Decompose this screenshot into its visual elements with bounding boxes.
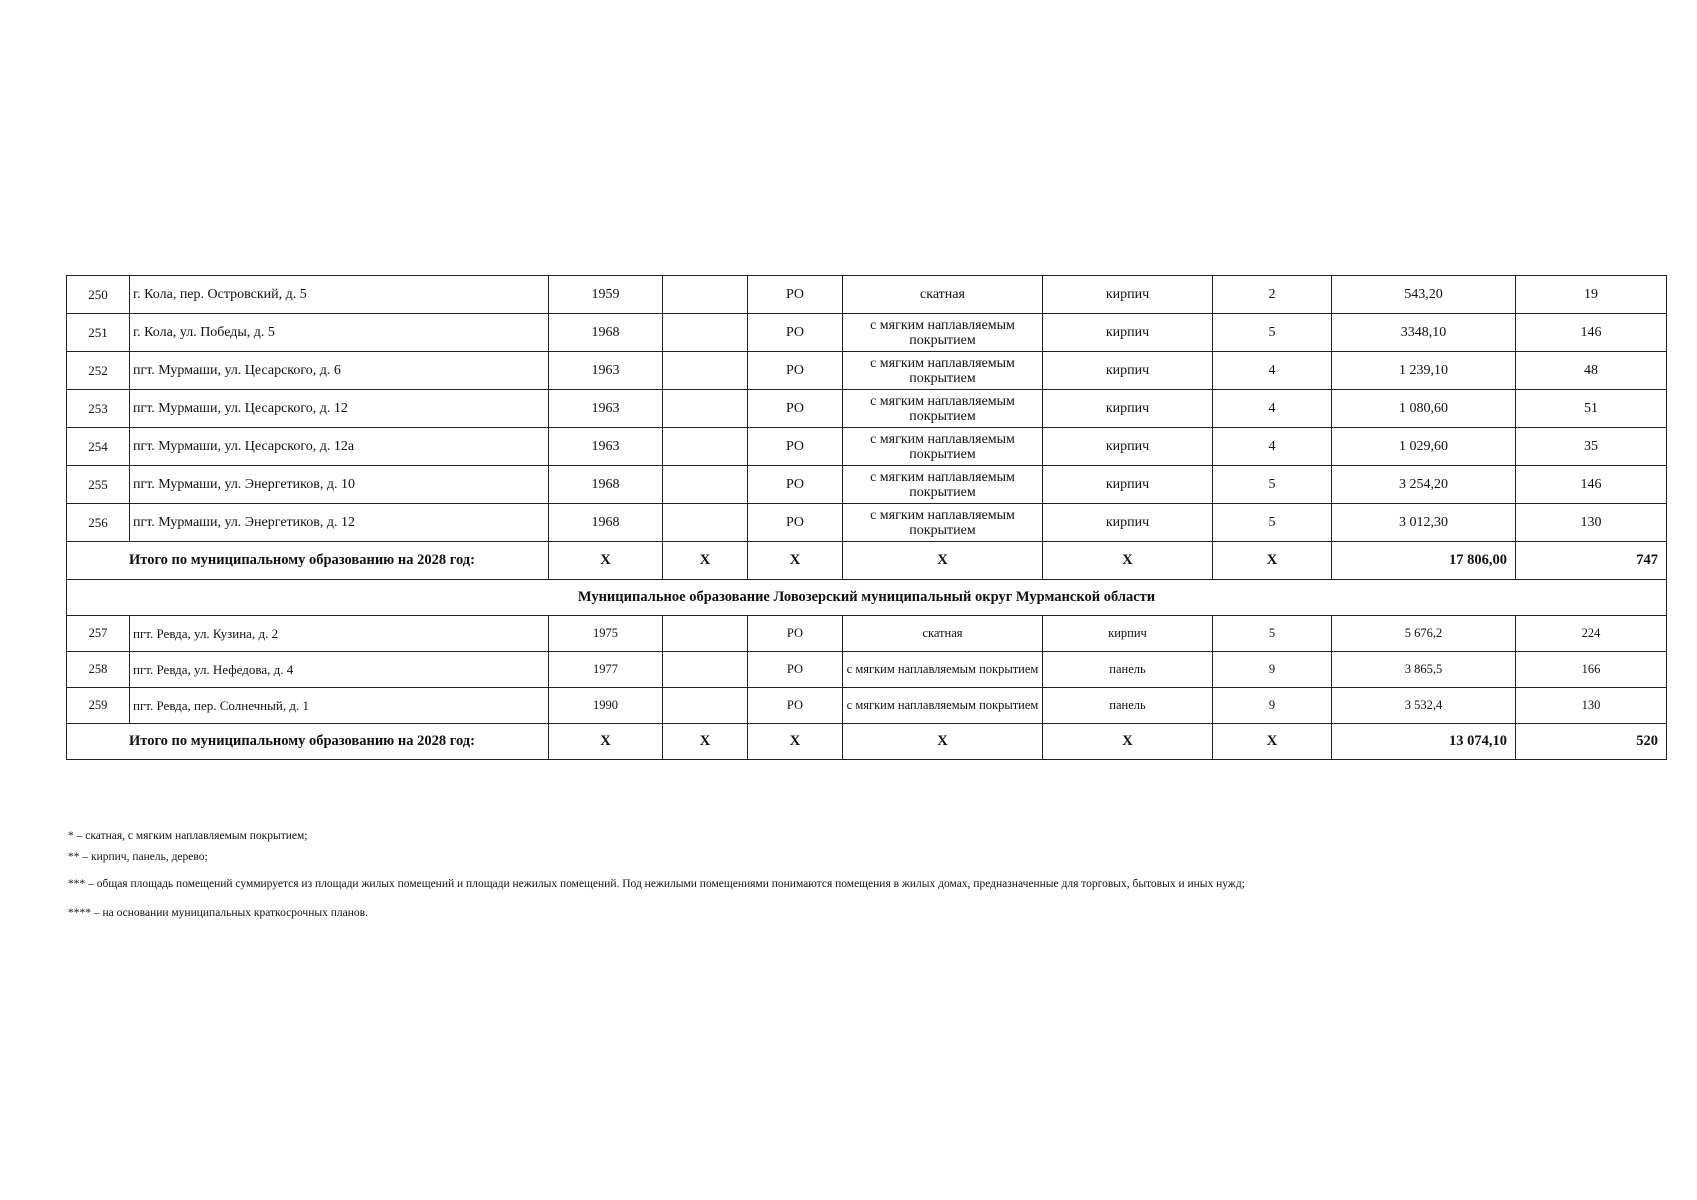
x-mark: Х xyxy=(748,542,843,580)
residents-cell: 51 xyxy=(1516,390,1667,428)
row-number: 257 xyxy=(67,616,130,652)
address-cell: пгт. Мурмаши, ул. Энергетиков, д. 12 xyxy=(130,504,549,542)
address-cell: г. Кола, ул. Победы, д. 5 xyxy=(130,314,549,352)
area-cell: 3 254,20 xyxy=(1332,466,1516,504)
program-cell: РО xyxy=(748,652,843,688)
empty-cell xyxy=(663,352,748,390)
x-mark: Х xyxy=(843,542,1043,580)
empty-cell xyxy=(663,688,748,724)
wall-material-cell: кирпич xyxy=(1043,276,1213,314)
roof-cell: с мягким наплавляемым покрытием xyxy=(843,652,1043,688)
total-residents: 747 xyxy=(1516,542,1667,580)
wall-material-cell: кирпич xyxy=(1043,314,1213,352)
address-cell: пгт. Ревда, ул. Нефедова, д. 4 xyxy=(130,652,549,688)
floors-cell: 9 xyxy=(1213,652,1332,688)
roof-cell: скатная xyxy=(843,616,1043,652)
address-cell: пгт. Ревда, ул. Кузина, д. 2 xyxy=(130,616,549,652)
area-cell: 3 012,30 xyxy=(1332,504,1516,542)
year-cell: 1963 xyxy=(549,352,663,390)
residents-cell: 146 xyxy=(1516,314,1667,352)
roof-cell: с мягким наплавляемым покрытием xyxy=(843,390,1043,428)
table-row xyxy=(67,428,1667,466)
municipality-title: Муниципальное образование Ловозерский муниципальный округ Мурманской области xyxy=(67,580,1667,616)
total-row xyxy=(67,542,1667,580)
row-number: 259 xyxy=(67,688,130,724)
program-cell: РО xyxy=(748,352,843,390)
x-mark: Х xyxy=(1213,542,1332,580)
x-mark: Х xyxy=(663,542,748,580)
floors-cell: 5 xyxy=(1213,504,1332,542)
roof-cell: с мягким наплавляемым покрытием xyxy=(843,314,1043,352)
empty-cell xyxy=(663,616,748,652)
roof-cell: с мягким наплавляемым покрытием xyxy=(843,352,1043,390)
row-number: 254 xyxy=(67,428,130,466)
program-cell: РО xyxy=(748,314,843,352)
roof-cell: с мягким наплавляемым покрытием xyxy=(843,504,1043,542)
address-cell: пгт. Мурмаши, ул. Энергетиков, д. 10 xyxy=(130,466,549,504)
residents-cell: 130 xyxy=(1516,504,1667,542)
empty-cell xyxy=(663,314,748,352)
floors-cell: 2 xyxy=(1213,276,1332,314)
year-cell: 1975 xyxy=(549,616,663,652)
table-row xyxy=(67,390,1667,428)
x-mark: Х xyxy=(1213,724,1332,760)
municipality-header-row xyxy=(67,580,1667,616)
program-cell: РО xyxy=(748,504,843,542)
wall-material-cell: кирпич xyxy=(1043,504,1213,542)
floors-cell: 4 xyxy=(1213,390,1332,428)
floors-cell: 5 xyxy=(1213,616,1332,652)
program-cell: РО xyxy=(748,466,843,504)
year-cell: 1968 xyxy=(549,314,663,352)
floors-cell: 5 xyxy=(1213,466,1332,504)
residents-cell: 19 xyxy=(1516,276,1667,314)
program-cell: РО xyxy=(748,428,843,466)
row-number: 250 xyxy=(67,276,130,314)
total-label: Итого по муниципальному образованию на 2028 год: xyxy=(67,542,549,580)
residents-cell: 224 xyxy=(1516,616,1667,652)
row-number: 258 xyxy=(67,652,130,688)
program-cell: РО xyxy=(748,616,843,652)
wall-material-cell: кирпич xyxy=(1043,428,1213,466)
table-row xyxy=(67,616,1667,652)
area-cell: 3348,10 xyxy=(1332,314,1516,352)
residents-cell: 48 xyxy=(1516,352,1667,390)
area-cell: 543,20 xyxy=(1332,276,1516,314)
empty-cell xyxy=(663,466,748,504)
area-cell: 3 865,5 xyxy=(1332,652,1516,688)
floors-cell: 4 xyxy=(1213,352,1332,390)
program-cell: РО xyxy=(748,276,843,314)
program-cell: РО xyxy=(748,390,843,428)
footnote-roof: * – скатная, с мягким наплавляемым покрытием; xyxy=(68,830,308,842)
floors-cell: 5 xyxy=(1213,314,1332,352)
total-label: Итого по муниципальному образованию на 2028 год: xyxy=(67,724,549,760)
footnote-walls: ** – кирпич, панель, дерево; xyxy=(68,851,208,863)
area-cell: 1 080,60 xyxy=(1332,390,1516,428)
area-cell: 5 676,2 xyxy=(1332,616,1516,652)
year-cell: 1968 xyxy=(549,504,663,542)
area-cell: 1 029,60 xyxy=(1332,428,1516,466)
empty-cell xyxy=(663,652,748,688)
empty-cell xyxy=(663,504,748,542)
year-cell: 1963 xyxy=(549,428,663,466)
row-number: 255 xyxy=(67,466,130,504)
year-cell: 1990 xyxy=(549,688,663,724)
wall-material-cell: кирпич xyxy=(1043,466,1213,504)
wall-material-cell: кирпич xyxy=(1043,616,1213,652)
residents-cell: 35 xyxy=(1516,428,1667,466)
table-row xyxy=(67,352,1667,390)
roof-cell: с мягким наплавляемым покрытием xyxy=(843,428,1043,466)
wall-material-cell: панель xyxy=(1043,688,1213,724)
roof-cell: с мягким наплавляемым покрытием xyxy=(843,466,1043,504)
address-cell: пгт. Мурмаши, ул. Цесарского, д. 12а xyxy=(130,428,549,466)
floors-cell: 4 xyxy=(1213,428,1332,466)
x-mark: Х xyxy=(549,542,663,580)
wall-material-cell: панель xyxy=(1043,652,1213,688)
table-row xyxy=(67,504,1667,542)
total-area: 17 806,00 xyxy=(1332,542,1516,580)
table-row xyxy=(67,652,1667,688)
year-cell: 1968 xyxy=(549,466,663,504)
total-area: 13 074,10 xyxy=(1332,724,1516,760)
x-mark: Х xyxy=(549,724,663,760)
housing-table xyxy=(66,275,1667,760)
wall-material-cell: кирпич xyxy=(1043,390,1213,428)
area-cell: 3 532,4 xyxy=(1332,688,1516,724)
year-cell: 1963 xyxy=(549,390,663,428)
address-cell: пгт. Ревда, пер. Солнечный, д. 1 xyxy=(130,688,549,724)
roof-cell: с мягким наплавляемым покрытием xyxy=(843,688,1043,724)
row-number: 251 xyxy=(67,314,130,352)
residents-cell: 130 xyxy=(1516,688,1667,724)
x-mark: Х xyxy=(1043,542,1213,580)
total-residents: 520 xyxy=(1516,724,1667,760)
residents-cell: 166 xyxy=(1516,652,1667,688)
footnote-area: *** – общая площадь помещений суммируется из площади жилых помещений и площади нежилых помещений. Под нежилыми помещениями понимаются помещения в жилых домах, предназначенные для торговых, бытовых и иных нужд; xyxy=(68,878,1245,890)
address-cell: пгт. Мурмаши, ул. Цесарского, д. 6 xyxy=(130,352,549,390)
address-cell: пгт. Мурмаши, ул. Цесарского, д. 12 xyxy=(130,390,549,428)
footnote-plans: **** – на основании муниципальных краткосрочных планов. xyxy=(68,907,368,919)
wall-material-cell: кирпич xyxy=(1043,352,1213,390)
x-mark: Х xyxy=(663,724,748,760)
empty-cell xyxy=(663,276,748,314)
area-cell: 1 239,10 xyxy=(1332,352,1516,390)
program-cell: РО xyxy=(748,688,843,724)
x-mark: Х xyxy=(1043,724,1213,760)
x-mark: Х xyxy=(843,724,1043,760)
table-row xyxy=(67,688,1667,724)
floors-cell: 9 xyxy=(1213,688,1332,724)
row-number: 256 xyxy=(67,504,130,542)
empty-cell xyxy=(663,428,748,466)
address-cell: г. Кола, пер. Островский, д. 5 xyxy=(130,276,549,314)
year-cell: 1977 xyxy=(549,652,663,688)
table-row xyxy=(67,276,1667,314)
year-cell: 1959 xyxy=(549,276,663,314)
residents-cell: 146 xyxy=(1516,466,1667,504)
x-mark: Х xyxy=(748,724,843,760)
table-row xyxy=(67,314,1667,352)
row-number: 253 xyxy=(67,390,130,428)
roof-cell: скатная xyxy=(843,276,1043,314)
empty-cell xyxy=(663,390,748,428)
row-number: 252 xyxy=(67,352,130,390)
table-row xyxy=(67,466,1667,504)
total-row xyxy=(67,724,1667,760)
